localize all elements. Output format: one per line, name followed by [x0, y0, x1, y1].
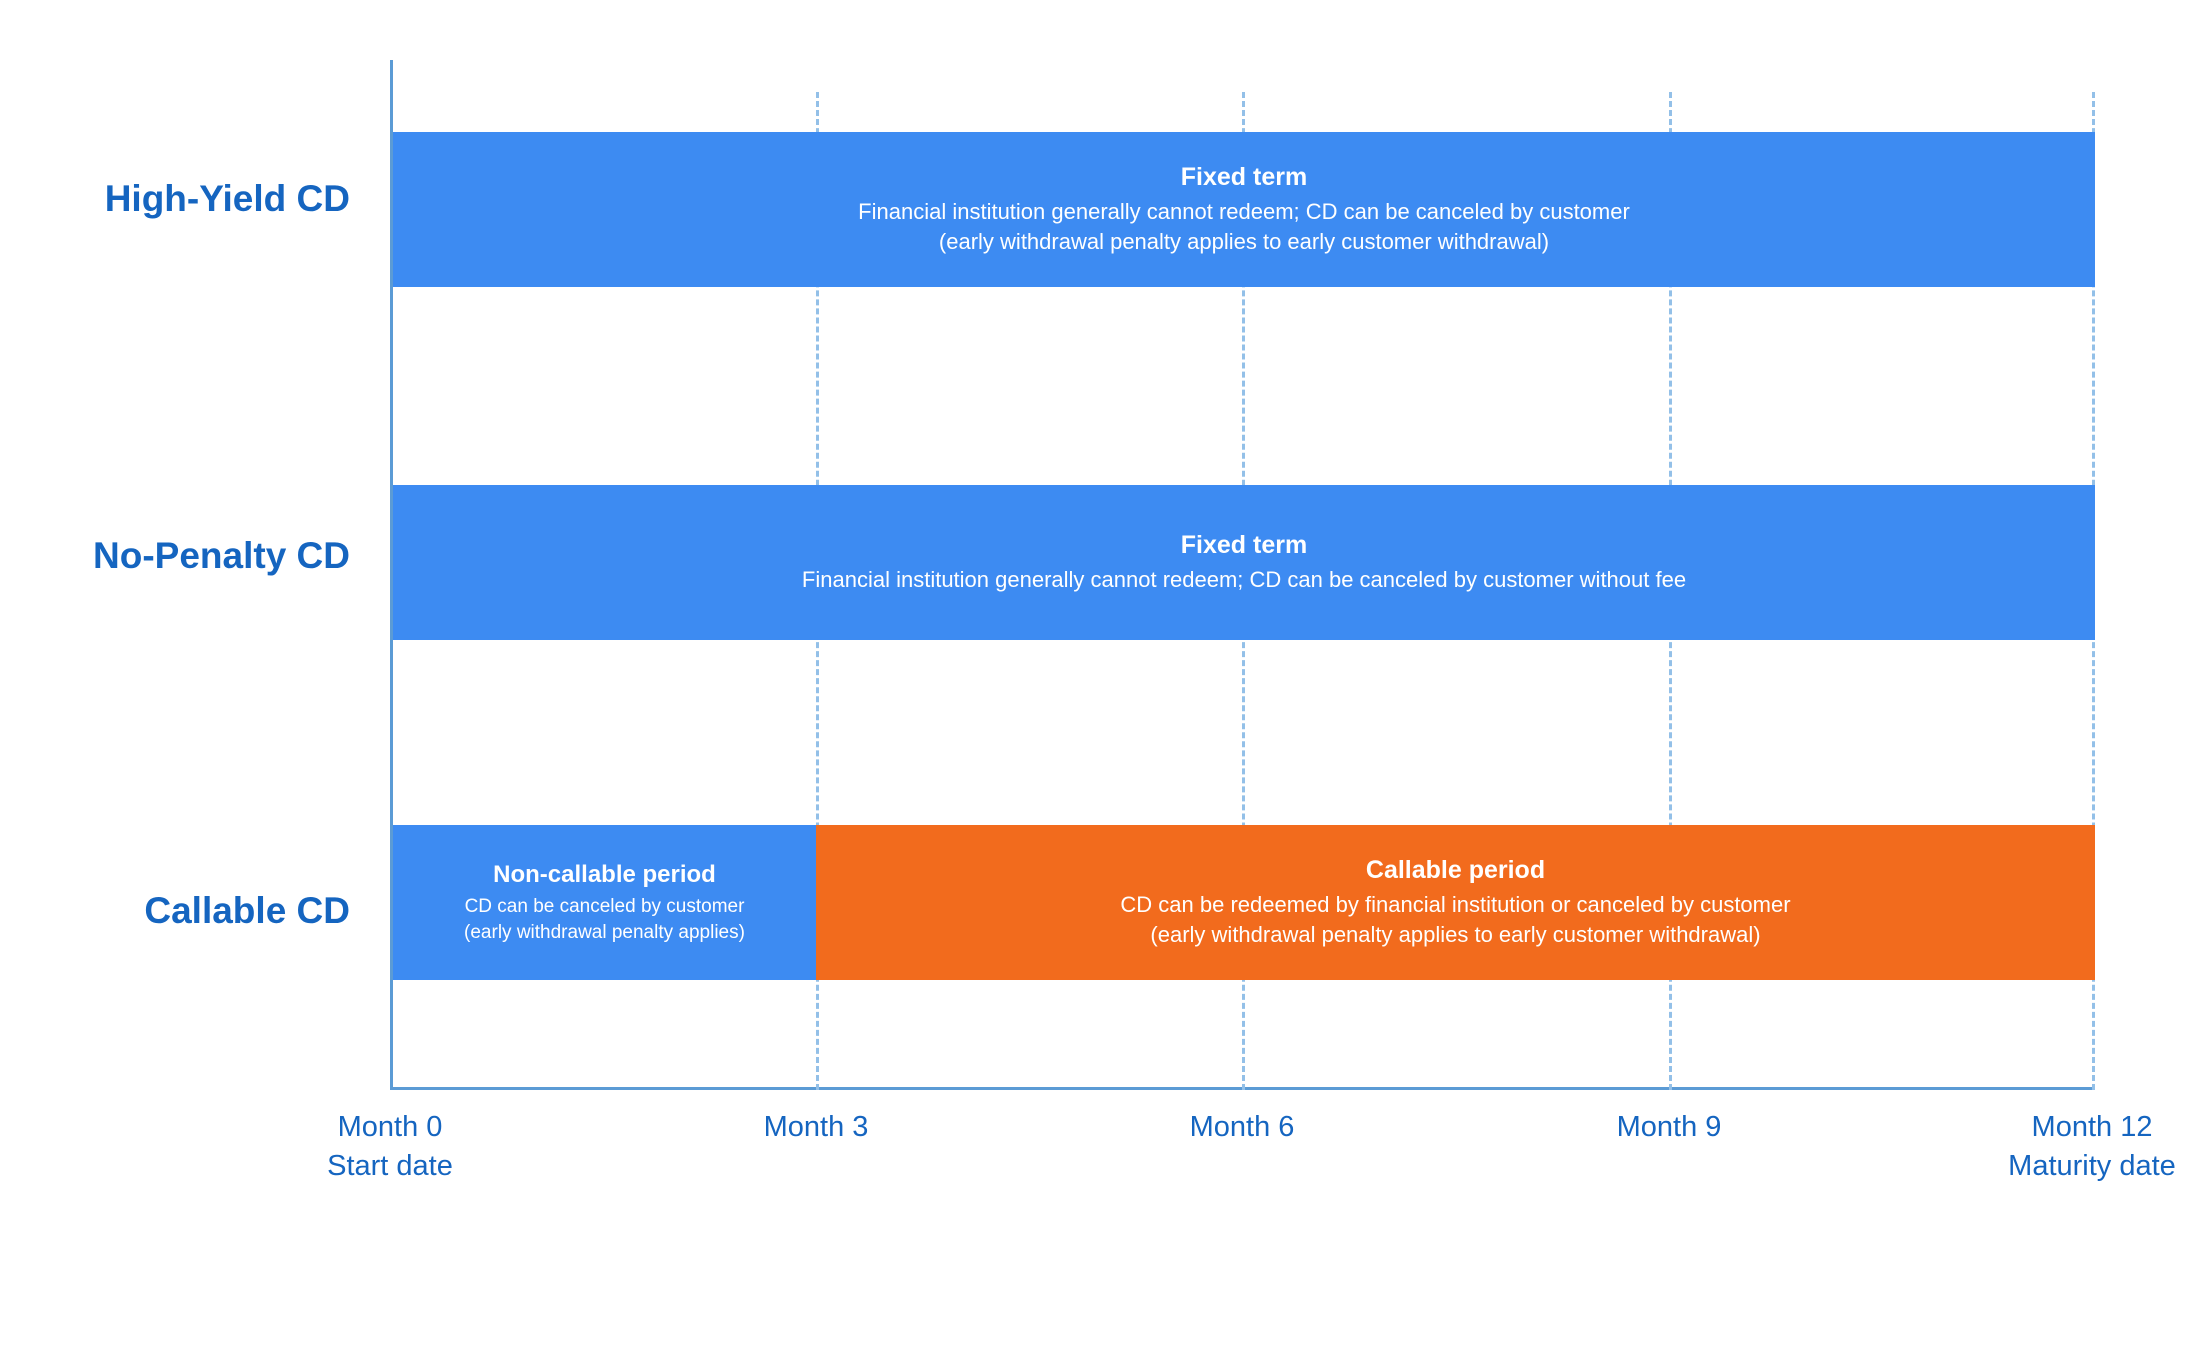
x-tick-month-12 — [2008, 1108, 2176, 1186]
bar-subtitle-line-1: Financial institution generally cannot redeem; CD can be canceled by customer — [858, 199, 1630, 225]
bar-title: Fixed term — [1180, 163, 1308, 192]
bar-title: Non-callable period — [493, 860, 716, 888]
bar-title: Callable period — [1365, 856, 1546, 885]
bar-subtitle-line-1: Financial institution generally cannot redeem; CD can be canceled by customer without fee — [801, 567, 1687, 593]
bar-callable-non-callable-period — [393, 825, 816, 980]
bar-subtitle-line-2: (early withdrawal penalty applies to early customer withdrawal) — [1150, 922, 1761, 948]
x-tick-sublabel: Maturity date — [2008, 1150, 2176, 1183]
x-tick-label: Month 0 — [337, 1111, 443, 1143]
plot-area — [390, 60, 2095, 1090]
bar-title: Fixed term — [1180, 531, 1308, 560]
bar-subtitle-line-1: CD can be canceled by customer — [464, 895, 745, 917]
x-tick-month-0 — [327, 1108, 453, 1186]
x-tick-label: Month 9 — [1616, 1111, 1722, 1143]
x-tick-month-6 — [1190, 1108, 1295, 1147]
x-tick-label: Month 6 — [1189, 1111, 1295, 1143]
bar-subtitle-line-2: (early withdrawal penalty applies) — [464, 921, 745, 943]
x-tick-month-3 — [764, 1108, 869, 1147]
x-tick-label: Month 3 — [763, 1111, 869, 1143]
bar-subtitle-line-2: (early withdrawal penalty applies to early customer withdrawal) — [938, 229, 1550, 255]
x-tick-label: Month 12 — [2031, 1111, 2153, 1143]
bar-callable-callable-period — [816, 825, 2095, 980]
x-tick-month-9 — [1617, 1108, 1722, 1147]
x-tick-sublabel: Start date — [327, 1150, 453, 1183]
bar-subtitle-line-1: CD can be redeemed by financial institution or canceled by customer — [1120, 892, 1791, 918]
bar-high-yield-fixed-term — [393, 132, 2095, 287]
row-label-callable-cd: Callable CD — [144, 890, 350, 931]
row-label-high-yield-cd: High-Yield CD — [104, 178, 350, 219]
bar-no-penalty-fixed-term — [393, 485, 2095, 640]
row-label-no-penalty-cd: No-Penalty CD — [93, 535, 350, 576]
